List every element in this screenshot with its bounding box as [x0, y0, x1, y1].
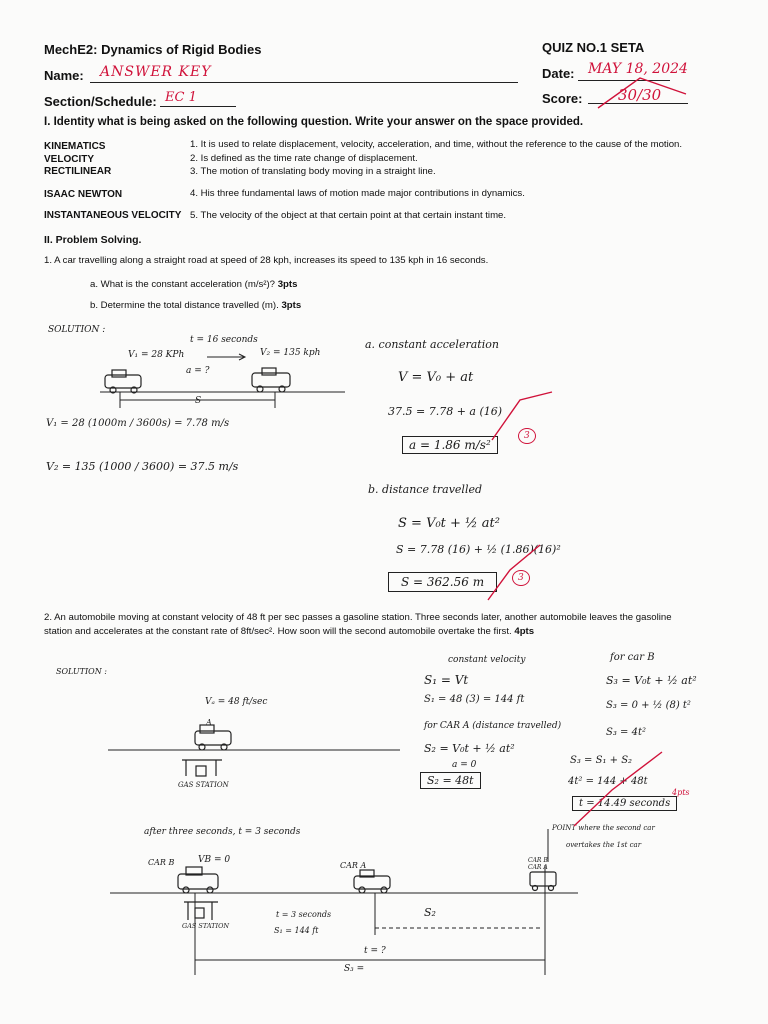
part1-question-4: 4. His three fundamental laws of motion made major contributions in dynamics.	[190, 188, 525, 199]
name-value: ANSWER KEY	[100, 64, 212, 80]
car-2-icon	[252, 368, 290, 392]
sol2-t-dim: t = ?	[364, 946, 386, 956]
sol1-b-heading: b. distance travelled	[368, 483, 483, 496]
sol2-vb-label: VB = 0	[198, 855, 231, 865]
sol2-car-b-small: CAR B	[528, 857, 548, 864]
sol2-a0: a = 0	[452, 760, 477, 770]
sol1-answer-b: S = 362.56 m	[388, 572, 497, 592]
problem2-line1: 2. An automobile moving at constant velocity of 48 ft per sec passes a gasoline station. Three seconds later, another automobile leaves the gasoline	[44, 612, 672, 623]
name-label: Name:	[44, 68, 84, 83]
sol1-eq1: V = V₀ + at	[398, 370, 474, 385]
part1-answer-2: VELOCITY	[44, 154, 95, 165]
part1-answer-5: INSTANTANEOUS VELOCITY	[44, 210, 182, 221]
check-mark-b	[488, 545, 540, 600]
sol2-eq7: S₃ = S₁ + S₂	[570, 755, 633, 766]
sol1-label: SOLUTION :	[48, 325, 106, 335]
sol2-for-car-a: for CAR A (distance travelled)	[424, 721, 562, 731]
sol1-s-label: S	[195, 396, 202, 406]
quiz-title: QUIZ NO.1 SETA	[542, 40, 645, 55]
sol2-point-label-1: POINT where the second car	[552, 824, 655, 832]
sol2-gas-station: GAS STATION	[178, 781, 229, 789]
score-value: 30/30	[618, 86, 662, 104]
sol2-car-a-label: CAR A	[340, 861, 367, 870]
sol2-eq8: 4t² = 144 + 48t	[568, 776, 648, 787]
part1-question-2: 2. Is defined as the time rate change of displacement.	[190, 153, 418, 164]
check-mark-p2	[574, 752, 662, 826]
check-mark-a	[492, 392, 552, 440]
sol2-car-b-heading: for car B	[610, 652, 655, 663]
sol2-after-label: after three seconds, t = 3 seconds	[144, 827, 301, 837]
sol2-car-a-small: CAR A	[528, 864, 548, 871]
sol2-mark: 4pts	[672, 788, 690, 797]
score-checkmark	[598, 78, 686, 108]
part1-question-1: 1. It is used to relate displacement, velocity, acceleration, and time, without the reference to the cause of the motion.	[190, 139, 683, 150]
sol1-mark-a: 3	[518, 428, 536, 444]
problem2-line2-text: station and accelerates at the constant rate of 8ft/sec². How soon will the second automobile overtake the first.	[44, 626, 512, 637]
sol2-eq1: S₁ = Vt	[424, 673, 469, 687]
sol1-eq2: 37.5 = 7.78 + a (16)	[388, 405, 503, 418]
sol2-point-label-2: overtakes the 1st car	[566, 841, 642, 849]
part2-title: II. Problem Solving.	[44, 234, 142, 246]
section-label: Section/Schedule:	[44, 94, 157, 109]
sol2-eq4: S₃ = V₀t + ½ at²	[606, 674, 697, 687]
score-label: Score:	[542, 91, 583, 106]
sol2-car-a: A	[206, 718, 212, 727]
course-title: MechE2: Dynamics of Rigid Bodies	[44, 42, 262, 57]
part1-answer-4: ISAAC NEWTON	[44, 189, 123, 200]
car-1-icon	[105, 370, 141, 393]
sol2-s1-label: S₁ = 144 ft	[274, 926, 319, 935]
overtake-cars-icon	[530, 872, 556, 891]
sol1-eq4: S = 7.78 (16) + ½ (1.86)(16)²	[396, 543, 561, 556]
date-value: MAY 18, 2024	[588, 61, 688, 77]
sol1-time: t = 16 seconds	[190, 335, 258, 345]
problem1-a-text: a. What is the constant acceleration (m/s²)?	[90, 279, 276, 290]
sol2-s2-arrow: S₂	[424, 906, 436, 919]
part1-question-5: 5. The velocity of the object at that certain point at that certain instant time.	[190, 210, 507, 221]
sol2-va: Vₐ = 48 ft/sec	[205, 697, 268, 707]
car-b-icon	[178, 867, 218, 893]
sol1-a-question: a = ?	[186, 366, 210, 376]
sol2-answer-s2: S₂ = 48t	[420, 772, 481, 789]
sol2-answer-t: t = 14.49 seconds	[572, 796, 677, 811]
sol2-gas-station-2: GAS STATION	[182, 922, 230, 930]
problem1-a-pts: 3pts	[277, 279, 298, 290]
sol2-cv-heading: constant velocity	[448, 655, 526, 665]
part1-question-3: 3. The motion of translating body moving in a straight line.	[190, 166, 436, 177]
sol1-v1-conv: V₁ = 28 (1000m / 3600s) = 7.78 m/s	[46, 418, 230, 429]
problem2-pts: 4pts	[514, 626, 535, 637]
sol2-car-b-label: CAR B	[148, 858, 175, 867]
sol1-mark-b: 3	[512, 570, 530, 586]
sol2-eq6: S₃ = 4t²	[606, 727, 646, 738]
sol2-eq2: S₁ = 48 (3) = 144 ft	[424, 694, 525, 705]
sol2-label: SOLUTION :	[56, 667, 107, 676]
sol1-v1: V₁ = 28 KPh	[128, 350, 185, 360]
sol1-v2-conv: V₂ = 135 (1000 / 3600) = 37.5 m/s	[46, 460, 239, 473]
sol1-answer-a: a = 1.86 m/s²	[402, 436, 498, 454]
gas-station-icon	[182, 760, 222, 776]
sol1-a-heading: a. constant acceleration	[365, 338, 499, 351]
sol2-eq5: S₃ = 0 + ½ (8) t²	[606, 700, 691, 711]
car-a-icon	[195, 725, 231, 750]
sol2-eq3: S₂ = V₀t + ½ at²	[424, 742, 515, 755]
part1-answer-1: KINEMATICS	[44, 141, 106, 152]
sol2-t3-label: t = 3 seconds	[276, 910, 332, 919]
section-value: EC 1	[165, 90, 197, 105]
problem1-b-pts: 3pts	[281, 300, 302, 311]
date-label: Date:	[542, 66, 575, 81]
problem1-b-text: b. Determine the total distance travelled (m).	[90, 300, 279, 311]
part1-answer-3: RECTILINEAR	[44, 166, 112, 177]
sol2-s3-dim: S₃ =	[344, 964, 365, 974]
gas-station-icon-2	[184, 902, 218, 920]
problem1-text: 1. A car travelling along a straight road at speed of 28 kph, increases its speed to 135 kph in 16 seconds.	[44, 255, 489, 266]
sol1-v2: V₂ = 135 kph	[260, 348, 321, 358]
part1-title: I. Identity what is being asked on the following question. Write your answer on the space provided.	[44, 116, 584, 128]
sol1-eq3: S = V₀t + ½ at²	[398, 516, 500, 531]
car-a-icon-2	[354, 870, 390, 893]
